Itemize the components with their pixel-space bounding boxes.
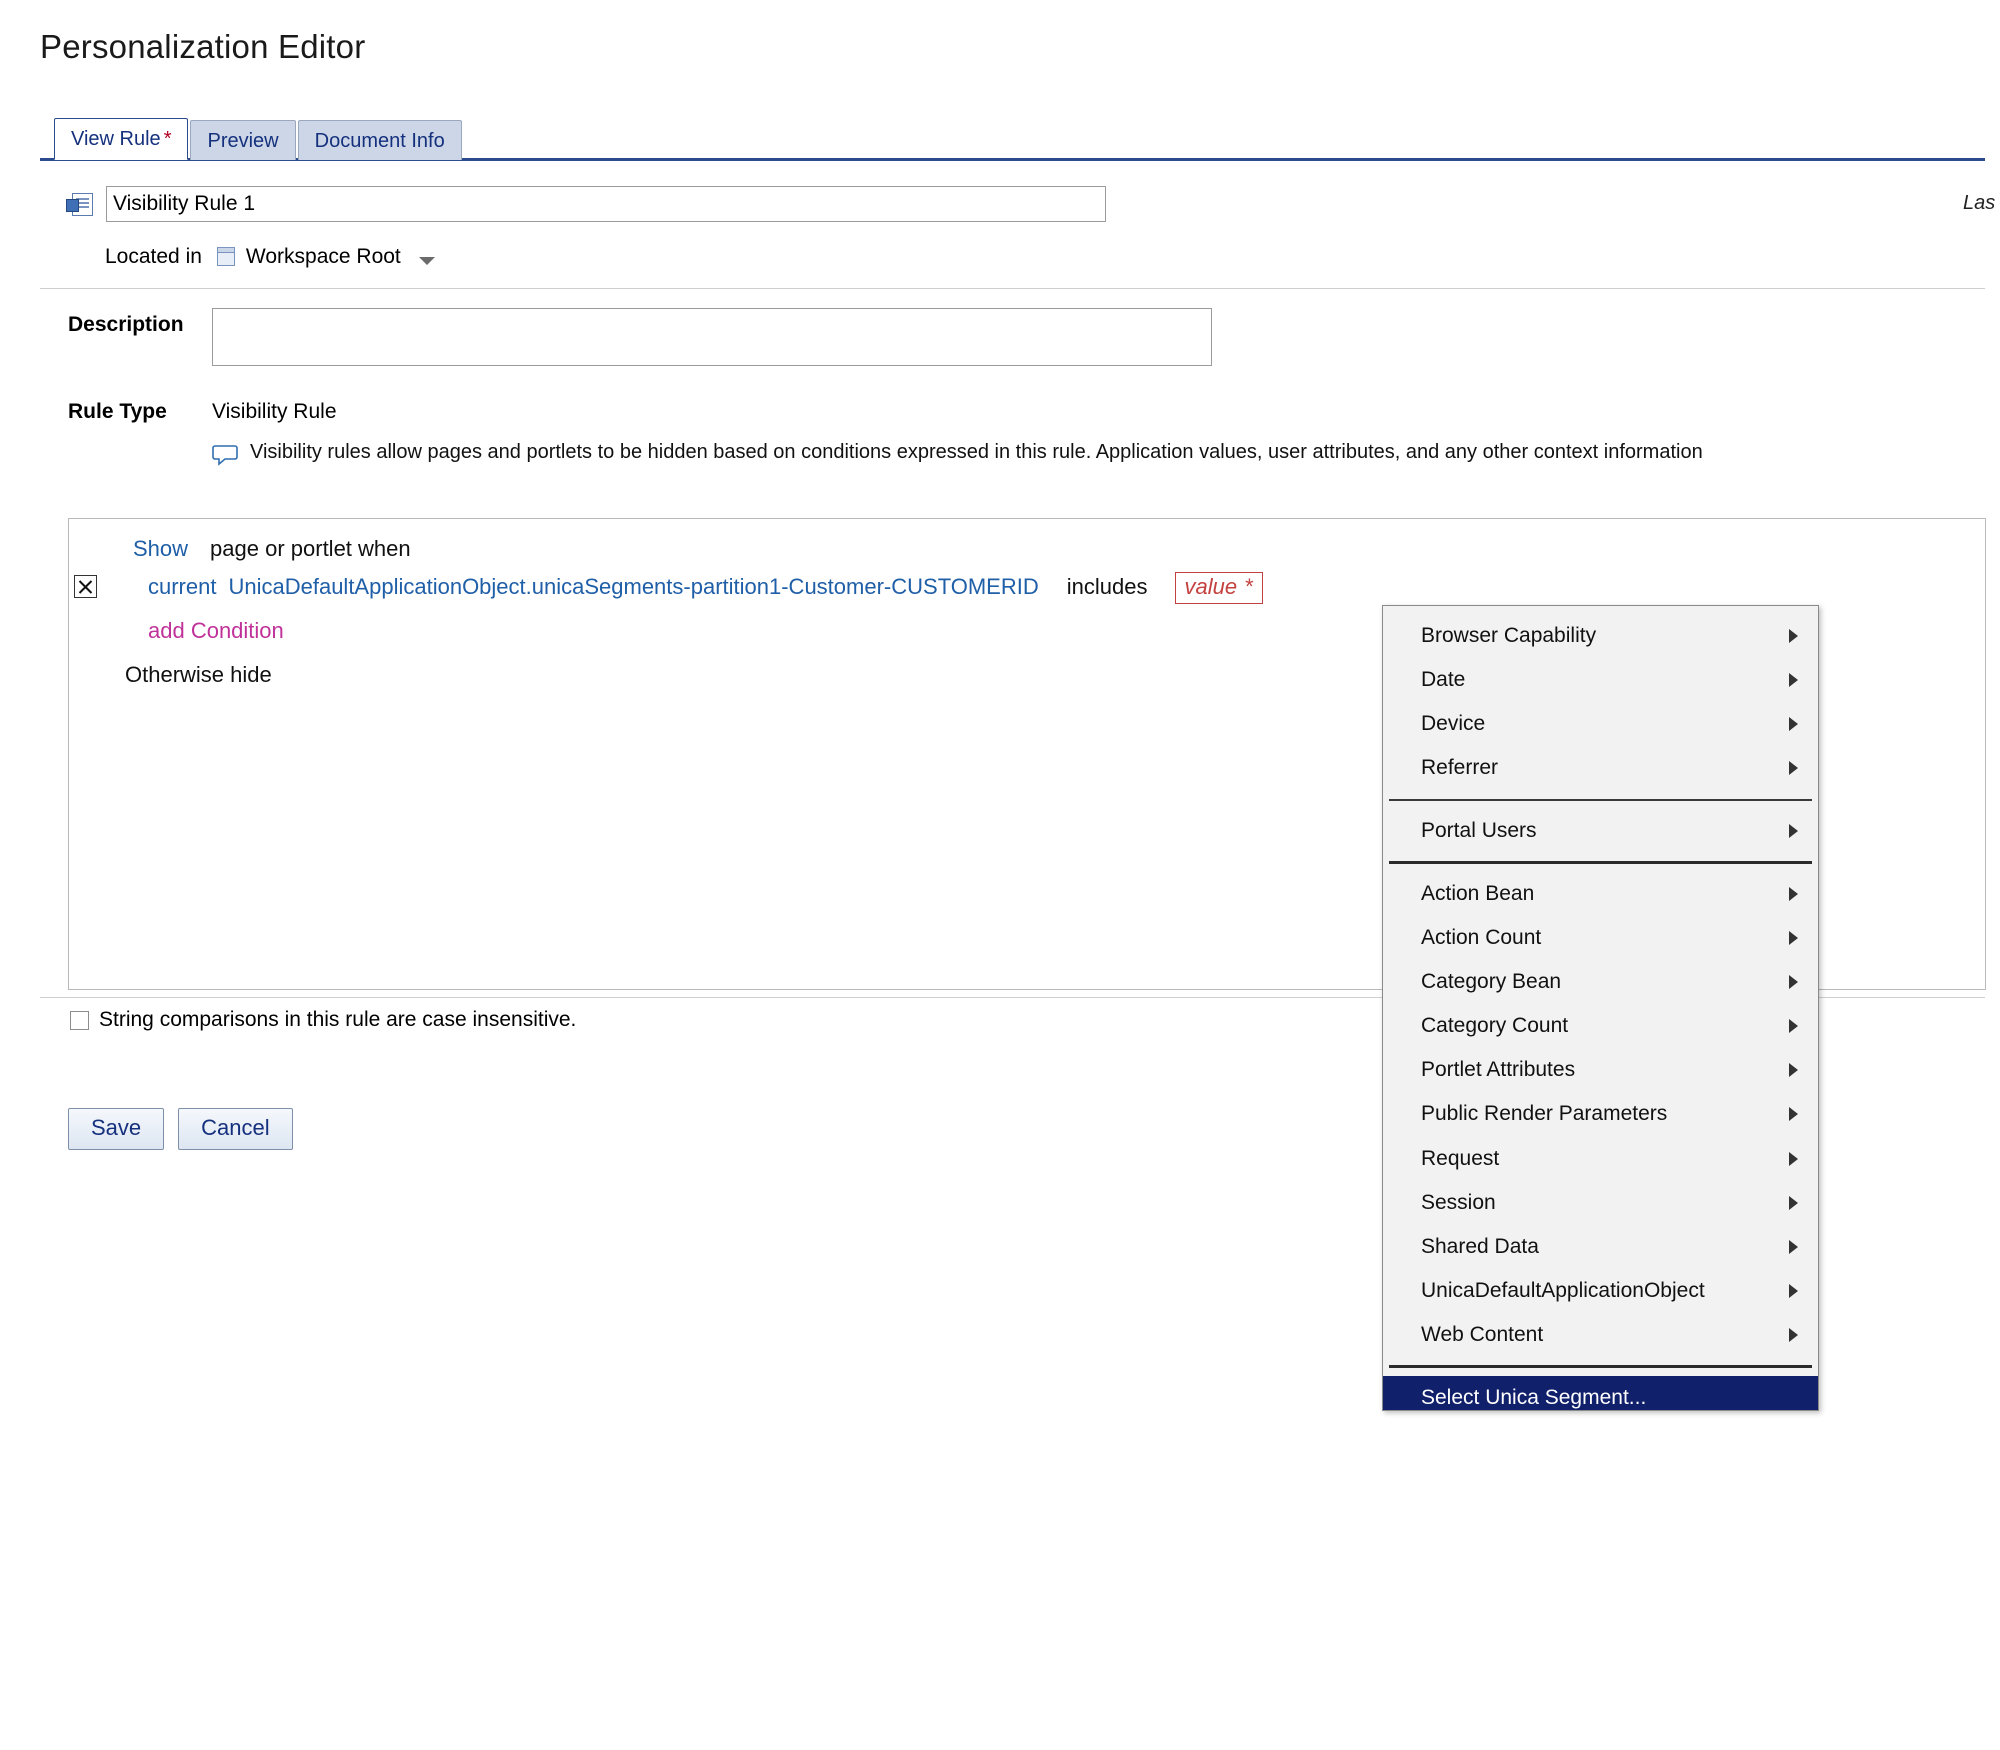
submenu-arrow-icon bbox=[1789, 761, 1798, 775]
divider-top bbox=[40, 288, 1985, 289]
menu-item-device[interactable] bbox=[1383, 702, 1818, 746]
show-row bbox=[133, 536, 411, 562]
context-menu-separator-2 bbox=[1389, 861, 1812, 864]
menu-item-date-label: Date bbox=[1421, 668, 1466, 692]
last-modified-label: Las bbox=[1963, 192, 1996, 214]
condition-value-text: value bbox=[1184, 574, 1238, 599]
save-button[interactable]: Save bbox=[68, 1108, 164, 1150]
description-label: Description bbox=[68, 313, 184, 336]
rule-name-row bbox=[66, 186, 1106, 222]
menu-item-select-unica-segment[interactable] bbox=[1383, 1376, 1818, 1410]
rule-type-label: Rule Type bbox=[68, 400, 167, 423]
page-title: Personalization Editor bbox=[40, 28, 366, 65]
menu-item-action-bean-label: Action Bean bbox=[1421, 881, 1535, 905]
menu-item-browser-capability-label: Browser Capability bbox=[1421, 624, 1597, 647]
tab-document-info-label: Document Info bbox=[314, 130, 445, 152]
menu-item-session-label: Session bbox=[1421, 1190, 1496, 1214]
menu-item-device-label: Device bbox=[1421, 712, 1486, 736]
menu-item-action-count-label: Action Count bbox=[1421, 925, 1542, 949]
submenu-arrow-icon bbox=[1789, 1240, 1798, 1254]
tab-strip bbox=[54, 118, 464, 160]
menu-item-request-label: Request bbox=[1421, 1146, 1500, 1170]
context-menu-group-2 bbox=[1383, 809, 1818, 853]
context-menu-separator-3 bbox=[1389, 1365, 1812, 1368]
menu-item-portlet-attributes[interactable] bbox=[1383, 1048, 1818, 1092]
menu-item-portal-users-label: Portal Users bbox=[1421, 818, 1537, 842]
tab-view-rule-required: * bbox=[163, 128, 172, 150]
menu-item-referrer-label: Referrer bbox=[1421, 756, 1499, 780]
condition-value-field[interactable] bbox=[1175, 572, 1262, 604]
menu-item-browser-capability[interactable] bbox=[1383, 614, 1818, 658]
description-input[interactable] bbox=[212, 308, 1212, 366]
condition-value-required: * bbox=[1245, 574, 1254, 599]
tab-preview-label: Preview bbox=[207, 130, 279, 152]
submenu-arrow-icon bbox=[1789, 1019, 1798, 1033]
menu-item-category-bean[interactable] bbox=[1383, 960, 1818, 1004]
rule-type-help-row bbox=[212, 440, 1972, 466]
submenu-arrow-icon bbox=[1789, 629, 1798, 643]
tab-view-rule-label: View Rule bbox=[71, 128, 161, 150]
delete-condition-icon[interactable] bbox=[74, 575, 97, 598]
menu-item-portal-users[interactable] bbox=[1383, 809, 1818, 853]
menu-item-portlet-attributes-label: Portlet Attributes bbox=[1421, 1058, 1576, 1082]
menu-item-category-count[interactable] bbox=[1383, 1004, 1818, 1048]
submenu-arrow-icon bbox=[1789, 1152, 1798, 1166]
menu-item-web-content[interactable] bbox=[1383, 1313, 1818, 1357]
menu-item-action-bean[interactable] bbox=[1383, 872, 1818, 916]
case-insensitive-label: String comparisons in this rule are case insensitive. bbox=[99, 1008, 577, 1031]
menu-item-request[interactable] bbox=[1383, 1137, 1818, 1181]
value-context-menu[interactable] bbox=[1382, 605, 1819, 1411]
menu-item-unica-default-application-object-label: UnicaDefaultApplicationObject bbox=[1421, 1278, 1705, 1302]
menu-item-category-count-label: Category Count bbox=[1421, 1014, 1569, 1038]
submenu-arrow-icon bbox=[1789, 975, 1798, 989]
rule-name-input[interactable] bbox=[106, 186, 1106, 222]
menu-item-session[interactable] bbox=[1383, 1181, 1818, 1225]
condition-operator[interactable]: includes bbox=[1066, 574, 1148, 599]
case-insensitive-checkbox[interactable] bbox=[70, 1011, 89, 1030]
located-in-row bbox=[105, 245, 435, 269]
menu-item-action-count[interactable] bbox=[1383, 916, 1818, 960]
menu-item-referrer[interactable] bbox=[1383, 746, 1818, 790]
menu-item-public-render-parameters[interactable] bbox=[1383, 1092, 1818, 1136]
show-link[interactable]: Show bbox=[133, 536, 189, 561]
otherwise-hide-text: Otherwise hide bbox=[125, 662, 272, 687]
submenu-arrow-icon bbox=[1789, 887, 1798, 901]
submenu-arrow-icon bbox=[1789, 1328, 1798, 1342]
submenu-arrow-icon bbox=[1789, 931, 1798, 945]
context-menu-group-1 bbox=[1383, 614, 1818, 791]
case-insensitive-row[interactable] bbox=[70, 1008, 576, 1032]
menu-item-web-content-label: Web Content bbox=[1421, 1323, 1544, 1347]
submenu-arrow-icon bbox=[1789, 673, 1798, 687]
submenu-arrow-icon bbox=[1789, 1107, 1798, 1121]
rule-type-help-text: Visibility rules allow pages and portlets to be hidden based on conditions expressed in this rule. Application values, user attributes, and any other context information bbox=[250, 441, 1703, 463]
form-buttons bbox=[68, 1108, 307, 1150]
rule-type-value: Visibility Rule bbox=[212, 400, 337, 423]
chevron-down-icon[interactable] bbox=[419, 257, 435, 265]
menu-item-select-unica-segment-label: Select Unica Segment... bbox=[1421, 1386, 1647, 1410]
add-condition-link[interactable]: add Condition bbox=[148, 618, 284, 643]
cancel-button[interactable]: Cancel bbox=[178, 1108, 292, 1150]
located-in-value: Workspace Root bbox=[245, 245, 401, 268]
submenu-arrow-icon bbox=[1789, 717, 1798, 731]
menu-item-date[interactable] bbox=[1383, 658, 1818, 702]
submenu-arrow-icon bbox=[1789, 824, 1798, 838]
menu-item-shared-data-label: Shared Data bbox=[1421, 1234, 1539, 1258]
condition-current-keyword[interactable]: current bbox=[148, 574, 217, 599]
speech-bubble-icon bbox=[212, 444, 238, 466]
submenu-arrow-icon bbox=[1789, 1063, 1798, 1077]
tab-preview[interactable] bbox=[190, 120, 295, 160]
menu-item-category-bean-label: Category Bean bbox=[1421, 969, 1562, 993]
condition-row bbox=[148, 572, 1263, 604]
show-row-text: page or portlet when bbox=[210, 536, 411, 561]
tab-document-info[interactable] bbox=[298, 120, 462, 160]
located-in-label: Located in bbox=[105, 245, 202, 268]
menu-item-shared-data[interactable] bbox=[1383, 1225, 1818, 1269]
menu-item-unica-default-application-object[interactable] bbox=[1383, 1269, 1818, 1313]
context-menu-group-3 bbox=[1383, 872, 1818, 1358]
tab-view-rule[interactable] bbox=[54, 118, 188, 160]
context-menu-separator-1 bbox=[1389, 799, 1812, 801]
folder-box-icon bbox=[216, 247, 238, 267]
submenu-arrow-icon bbox=[1789, 1284, 1798, 1298]
submenu-arrow-icon bbox=[1789, 1196, 1798, 1210]
menu-item-public-render-parameters-label: Public Render Parameters bbox=[1421, 1102, 1668, 1126]
condition-attribute[interactable]: UnicaDefaultApplicationObject.unicaSegments-partition1-Customer-CUSTOMERID bbox=[228, 574, 1039, 599]
rule-document-icon bbox=[66, 193, 92, 215]
